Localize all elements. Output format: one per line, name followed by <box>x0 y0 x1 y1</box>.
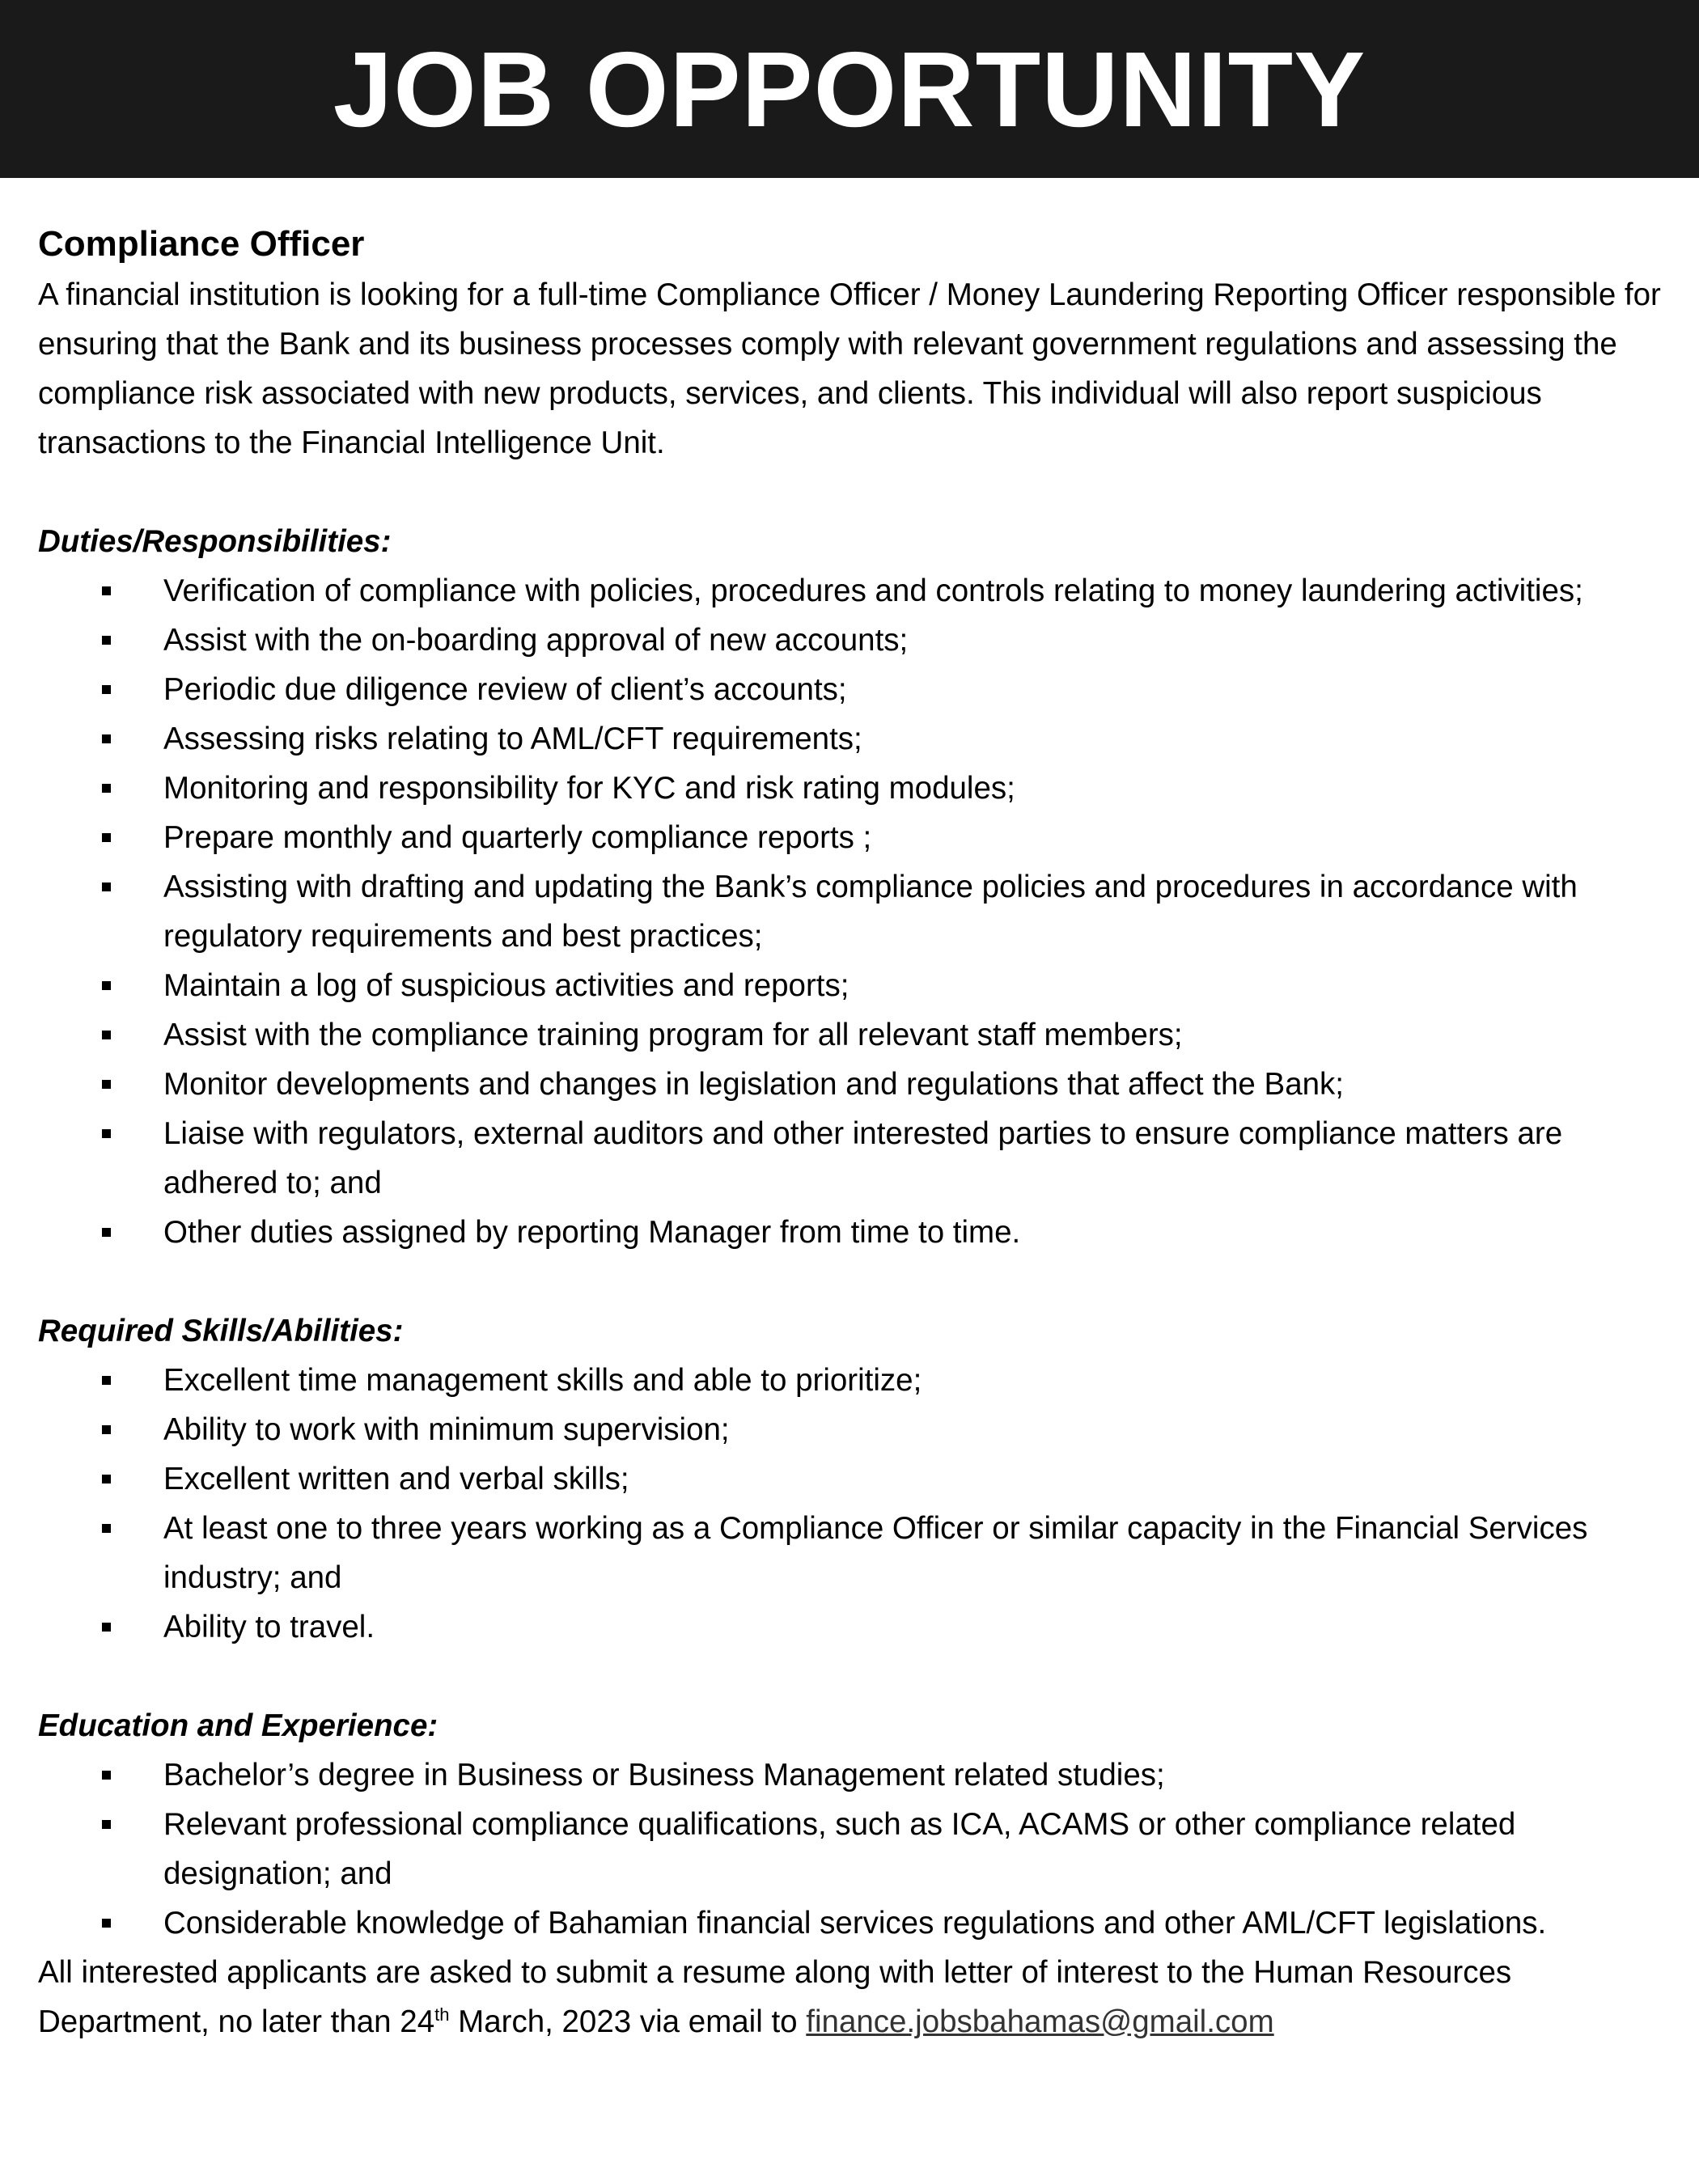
skill-text: At least one to three years working as a Compliance Officer or similar capacity in the Financial Services industry; and <box>163 1511 1588 1595</box>
list-item <box>38 862 1664 961</box>
list-item <box>38 1356 1664 1405</box>
duty-text: Monitoring and responsibility for KYC and risk rating modules; <box>163 771 1015 806</box>
bullet-icon <box>102 981 111 990</box>
duty-text: Periodic due diligence review of client’s accounts; <box>163 672 847 707</box>
bullet-icon <box>102 1475 111 1484</box>
list-item <box>38 1504 1664 1602</box>
duty-text: Assessing risks relating to AML/CFT requirements; <box>163 722 862 756</box>
bullet-icon <box>102 882 111 891</box>
list-item <box>38 1750 1664 1800</box>
duty-text: Monitor developments and changes in legislation and regulations that affect the Bank; <box>163 1067 1344 1102</box>
bullet-icon <box>102 1820 111 1829</box>
skill-text: Ability to work with minimum supervision; <box>163 1412 730 1447</box>
duties-heading: Duties/Responsibilities: <box>38 524 392 559</box>
list-item <box>38 1602 1664 1652</box>
bullet-icon <box>102 1623 111 1632</box>
list-item <box>38 665 1664 714</box>
duties-list <box>38 566 1664 1257</box>
spacer <box>38 468 1664 517</box>
bullet-icon <box>102 1376 111 1385</box>
closing-text-continued: March, 2023 via email to <box>449 2004 807 2039</box>
skills-list <box>38 1356 1664 1652</box>
list-item <box>38 1060 1664 1109</box>
duty-text: Assist with the on-boarding approval of new accounts; <box>163 623 909 658</box>
list-item <box>38 714 1664 764</box>
list-item <box>38 566 1664 616</box>
bullet-icon <box>102 734 111 743</box>
education-text: Considerable knowledge of Bahamian financial services regulations and other AML/CFT legislations. <box>163 1906 1547 1941</box>
date-suffix: th <box>434 2004 450 2025</box>
duty-text: Liaise with regulators, external auditors and other interested parties to ensure compliance matters are adhered to; and <box>163 1116 1563 1200</box>
bullet-icon <box>102 1031 111 1039</box>
bullet-icon <box>102 833 111 842</box>
list-item <box>38 1405 1664 1454</box>
bullet-icon <box>102 1771 111 1780</box>
page-title: JOB OPPORTUNITY <box>333 29 1366 149</box>
bullet-icon <box>102 1425 111 1434</box>
duty-text: Assist with the compliance training program for all relevant staff members; <box>163 1018 1183 1052</box>
list-item <box>38 1800 1664 1898</box>
bullet-icon <box>102 1129 111 1138</box>
application-instructions <box>38 1948 1664 2046</box>
duty-text: Verification of compliance with policies, procedures and controls relating to money laundering activities; <box>163 574 1583 608</box>
list-item <box>38 1208 1664 1257</box>
duty-text: Assisting with drafting and updating the Bank’s compliance policies and procedures in accordance with regulatory requirements and best practices; <box>163 870 1578 954</box>
spacer <box>38 1652 1664 1701</box>
list-item <box>38 961 1664 1010</box>
bullet-icon <box>102 1524 111 1533</box>
education-text: Bachelor’s degree in Business or Business Management related studies; <box>163 1758 1165 1792</box>
job-posting <box>38 218 1664 2046</box>
skill-text: Excellent time management skills and able to prioritize; <box>163 1363 922 1398</box>
job-title: Compliance Officer <box>38 224 365 264</box>
skills-heading: Required Skills/Abilities: <box>38 1314 404 1348</box>
bullet-icon <box>102 784 111 793</box>
bullet-icon <box>102 586 111 595</box>
skill-text: Excellent written and verbal skills; <box>163 1462 629 1496</box>
job-description: A financial institution is looking for a full-time Compliance Officer / Money Laundering Reporting Officer responsible for ensuring that the Bank and its business processes comply with relevant government regulations and assessing the compliance risk associated with new products, services, and clients. This individual will also report suspicious transactions to the Financial Intelligence Unit. <box>38 277 1661 460</box>
email-link[interactable]: finance.jobsbahamas@gmail.com <box>806 2004 1274 2039</box>
list-item <box>38 1109 1664 1208</box>
duty-text: Prepare monthly and quarterly compliance reports ; <box>163 820 872 855</box>
education-text: Relevant professional compliance qualifications, such as ICA, ACAMS or other compliance related designation; and <box>163 1807 1516 1891</box>
duty-text: Other duties assigned by reporting Manager from time to time. <box>163 1215 1021 1250</box>
duty-text: Maintain a log of suspicious activities and reports; <box>163 968 850 1003</box>
list-item <box>38 616 1664 665</box>
list-item <box>38 1454 1664 1504</box>
bullet-icon <box>102 1080 111 1089</box>
list-item <box>38 1898 1664 1948</box>
spacer <box>38 1257 1664 1306</box>
closing-text: All interested applicants are asked to submit a resume along with letter of interest to the Human Resources Department, no later than 24 <box>38 1955 1512 2039</box>
bullet-icon <box>102 636 111 645</box>
bullet-icon <box>102 1919 111 1928</box>
list-item <box>38 1010 1664 1060</box>
list-item <box>38 764 1664 813</box>
bullet-icon <box>102 1228 111 1237</box>
list-item <box>38 813 1664 862</box>
bullet-icon <box>102 685 111 694</box>
education-heading: Education and Experience: <box>38 1708 439 1743</box>
header-banner <box>0 0 1699 178</box>
education-list <box>38 1750 1664 1948</box>
skill-text: Ability to travel. <box>163 1610 375 1644</box>
